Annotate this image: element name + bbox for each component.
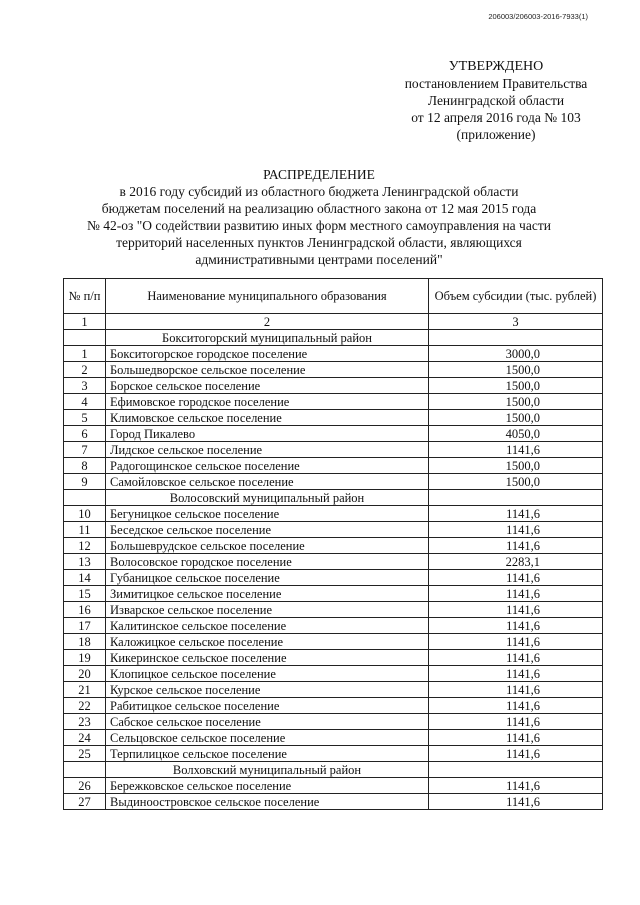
- subsidy-table: [63, 278, 603, 810]
- table-row: [64, 618, 603, 634]
- district-empty-cell: [64, 330, 106, 346]
- row-number: 3: [64, 378, 106, 394]
- settlement-name: Город Пикалево: [106, 426, 429, 442]
- subsidy-amount: 1141,6: [429, 682, 603, 698]
- settlement-name: Борское сельское поселение: [106, 378, 429, 394]
- subsidy-amount: 1141,6: [429, 778, 603, 794]
- settlement-name: Беседское сельское поселение: [106, 522, 429, 538]
- row-number: 6: [64, 426, 106, 442]
- subsidy-amount: 1500,0: [429, 394, 603, 410]
- settlement-name: Бережковское сельское поселение: [106, 778, 429, 794]
- row-number: 1: [64, 346, 106, 362]
- row-number: 16: [64, 602, 106, 618]
- row-number: 14: [64, 570, 106, 586]
- column-index: 1: [64, 314, 106, 330]
- settlement-name: Терпилицкое сельское поселение: [106, 746, 429, 762]
- subsidy-amount: 1500,0: [429, 378, 603, 394]
- table-row: [64, 394, 603, 410]
- subsidy-amount: 1141,6: [429, 570, 603, 586]
- document-heading: [84, 166, 554, 268]
- table-row: [64, 506, 603, 522]
- table-body: [64, 314, 603, 810]
- row-number: 26: [64, 778, 106, 794]
- table-row: [64, 730, 603, 746]
- district-row: [64, 490, 603, 506]
- subsidy-amount: 2283,1: [429, 554, 603, 570]
- row-number: 23: [64, 714, 106, 730]
- settlement-name: Зимитицкое сельское поселение: [106, 586, 429, 602]
- approval-line-3: от 12 апреля 2016 года № 103: [411, 110, 581, 125]
- subsidy-amount: 1141,6: [429, 650, 603, 666]
- approval-block: [396, 58, 596, 143]
- row-number: 19: [64, 650, 106, 666]
- district-name: Волховский муниципальный район: [106, 762, 429, 778]
- subsidy-amount: 1141,6: [429, 666, 603, 682]
- settlement-name: Самойловское сельское поселение: [106, 474, 429, 490]
- subsidy-amount: 1500,0: [429, 474, 603, 490]
- document-id: 206003/206003-2016-7933(1): [488, 12, 588, 21]
- subsidy-amount: 1141,6: [429, 746, 603, 762]
- subsidy-amount: 1141,6: [429, 538, 603, 554]
- settlement-name: Сабское сельское поселение: [106, 714, 429, 730]
- settlement-name: Губаницкое сельское поселение: [106, 570, 429, 586]
- table-row: [64, 698, 603, 714]
- heading-title: РАСПРЕДЕЛЕНИЕ: [263, 167, 375, 182]
- approval-line-4: (приложение): [456, 127, 536, 142]
- subsidy-amount: 1141,6: [429, 602, 603, 618]
- subsidy-amount: 3000,0: [429, 346, 603, 362]
- settlement-name: Радогощинское сельское поселение: [106, 458, 429, 474]
- row-number: 4: [64, 394, 106, 410]
- heading-line-3: № 42-оз "О содействии развитию иных форм местного самоуправления на части: [87, 218, 551, 233]
- settlement-name: Бокситогорское городское поселение: [106, 346, 429, 362]
- approval-title: УТВЕРЖДЕНО: [448, 59, 544, 74]
- row-number: 25: [64, 746, 106, 762]
- header-name: Наименование муниципального образования: [106, 279, 429, 314]
- district-name: Волосовский муниципальный район: [106, 490, 429, 506]
- settlement-name: Клопицкое сельское поселение: [106, 666, 429, 682]
- table-row: [64, 570, 603, 586]
- column-index: 3: [429, 314, 603, 330]
- subsidy-amount: 1500,0: [429, 362, 603, 378]
- subsidy-amount: 1141,6: [429, 506, 603, 522]
- table-row: [64, 410, 603, 426]
- row-number: 27: [64, 794, 106, 810]
- header-number: № п/п: [64, 279, 106, 314]
- row-number: 15: [64, 586, 106, 602]
- row-number: 20: [64, 666, 106, 682]
- subsidy-amount: 1141,6: [429, 714, 603, 730]
- table-row: [64, 778, 603, 794]
- heading-line-1: в 2016 году субсидий из областного бюджета Ленинградской области: [119, 184, 519, 199]
- table-row: [64, 682, 603, 698]
- table-row: [64, 650, 603, 666]
- subsidy-amount: 1141,6: [429, 634, 603, 650]
- row-number: 10: [64, 506, 106, 522]
- header-amount: Объем субсидии (тыс. рублей): [429, 279, 603, 314]
- table-row: [64, 378, 603, 394]
- district-row: [64, 762, 603, 778]
- row-number: 5: [64, 410, 106, 426]
- approval-line-1: постановлением Правительства: [404, 76, 588, 91]
- subsidy-amount: 4050,0: [429, 426, 603, 442]
- settlement-name: Волосовское городское поселение: [106, 554, 429, 570]
- heading-line-4: территорий населенных пунктов Ленинградской области, являющихся: [116, 235, 522, 250]
- district-empty-cell: [429, 330, 603, 346]
- settlement-name: Ефимовское городское поселение: [106, 394, 429, 410]
- settlement-name: Выдиноостровское сельское поселение: [106, 794, 429, 810]
- table-row: [64, 362, 603, 378]
- row-number: 22: [64, 698, 106, 714]
- table-row: [64, 666, 603, 682]
- subsidy-amount: 1141,6: [429, 442, 603, 458]
- table-row: [64, 474, 603, 490]
- subsidy-amount: 1141,6: [429, 794, 603, 810]
- subsidy-amount: 1500,0: [429, 458, 603, 474]
- district-empty-cell: [429, 762, 603, 778]
- settlement-name: Изварское сельское поселение: [106, 602, 429, 618]
- district-name: Бокситогорский муниципальный район: [106, 330, 429, 346]
- table-row: [64, 426, 603, 442]
- district-empty-cell: [64, 762, 106, 778]
- row-number: 2: [64, 362, 106, 378]
- table-row: [64, 554, 603, 570]
- settlement-name: Большедворское сельское поселение: [106, 362, 429, 378]
- settlement-name: Большеврудское сельское поселение: [106, 538, 429, 554]
- settlement-name: Лидское сельское поселение: [106, 442, 429, 458]
- table-row: [64, 586, 603, 602]
- row-number: 7: [64, 442, 106, 458]
- table-row: [64, 442, 603, 458]
- row-number: 12: [64, 538, 106, 554]
- table-row: [64, 602, 603, 618]
- row-number: 11: [64, 522, 106, 538]
- settlement-name: Каложицкое сельское поселение: [106, 634, 429, 650]
- table-row: [64, 458, 603, 474]
- table-row: [64, 346, 603, 362]
- table-row: [64, 714, 603, 730]
- settlement-name: Курское сельское поселение: [106, 682, 429, 698]
- subsidy-amount: 1141,6: [429, 586, 603, 602]
- table-row: [64, 746, 603, 762]
- row-number: 21: [64, 682, 106, 698]
- subsidy-amount: 1141,6: [429, 522, 603, 538]
- row-number: 17: [64, 618, 106, 634]
- table-header-row: [64, 279, 603, 314]
- table-row: [64, 794, 603, 810]
- heading-line-2: бюджетам поселений на реализацию областного закона от 12 мая 2015 года: [101, 201, 537, 216]
- district-row: [64, 330, 603, 346]
- heading-line-5: административными центрами поселений": [195, 252, 443, 267]
- row-number: 24: [64, 730, 106, 746]
- subsidy-amount: 1141,6: [429, 730, 603, 746]
- row-number: 13: [64, 554, 106, 570]
- row-number: 8: [64, 458, 106, 474]
- settlement-name: Кикеринское сельское поселение: [106, 650, 429, 666]
- table-row: [64, 522, 603, 538]
- district-empty-cell: [64, 490, 106, 506]
- settlement-name: Калитинское сельское поселение: [106, 618, 429, 634]
- column-index-row: [64, 314, 603, 330]
- subsidy-amount: 1141,6: [429, 618, 603, 634]
- settlement-name: Сельцовское сельское поселение: [106, 730, 429, 746]
- district-empty-cell: [429, 490, 603, 506]
- row-number: 9: [64, 474, 106, 490]
- settlement-name: Бегуницкое сельское поселение: [106, 506, 429, 522]
- column-index: 2: [106, 314, 429, 330]
- table-row: [64, 634, 603, 650]
- subsidy-amount: 1141,6: [429, 698, 603, 714]
- row-number: 18: [64, 634, 106, 650]
- table-row: [64, 538, 603, 554]
- settlement-name: Рабитицкое сельское поселение: [106, 698, 429, 714]
- settlement-name: Климовское сельское поселение: [106, 410, 429, 426]
- approval-line-2: Ленинградской области: [427, 93, 565, 108]
- subsidy-amount: 1500,0: [429, 410, 603, 426]
